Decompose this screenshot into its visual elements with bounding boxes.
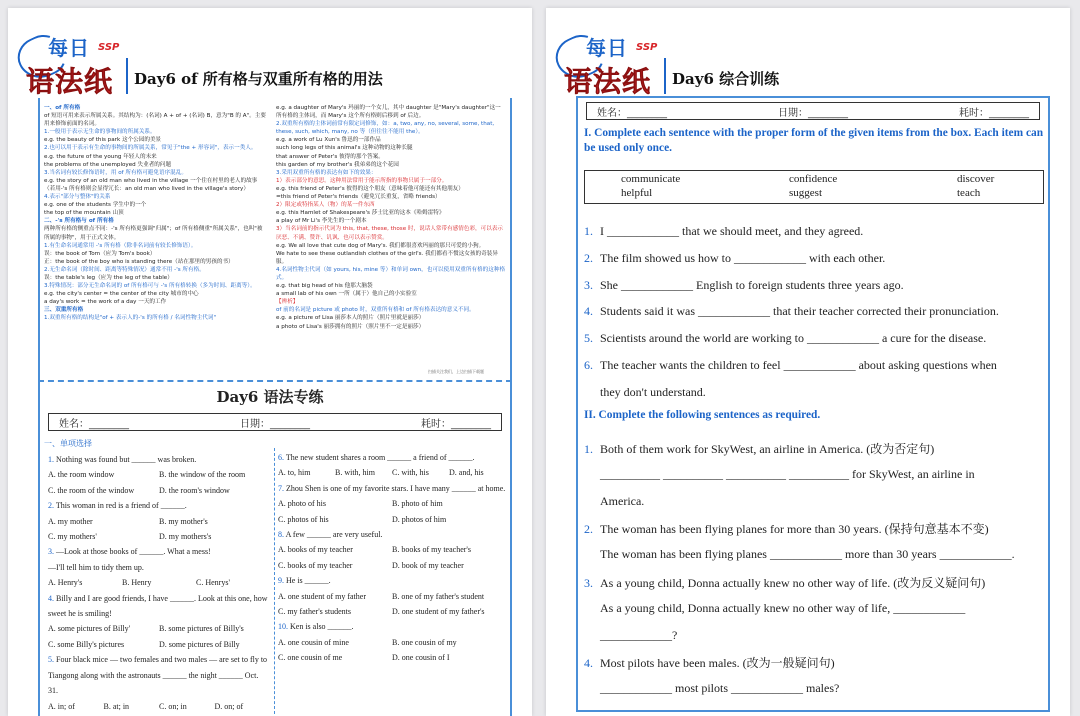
answer-option[interactable]: B. my mother's bbox=[159, 516, 208, 526]
answer-option[interactable]: A. one student of my father bbox=[278, 591, 366, 601]
note-line: 3.特殊情况：部分无生命名词的 of 所有格可与 -'s 所有格转换（多为时间、距离等）。 bbox=[44, 283, 256, 290]
sentence-item: ____________? bbox=[600, 627, 678, 642]
question-number: 7. bbox=[278, 483, 286, 493]
logo-small-text: 每日 bbox=[586, 36, 628, 60]
note-line: 三、双重所有格 bbox=[44, 307, 84, 314]
question-stem: 9. He is ______. bbox=[278, 576, 331, 586]
note-line: a day's work = the work of a day 一天的工作 bbox=[44, 299, 167, 306]
answer-options bbox=[48, 575, 270, 590]
answer-options bbox=[48, 699, 270, 714]
name-date-bar bbox=[48, 413, 502, 431]
sentence-item: 3. As a young child, Donna actually knew no other way of life. (改为反义疑问句) bbox=[584, 576, 986, 590]
note-line: 1.一般用于表示无生命的事物间的所属关系。 bbox=[44, 129, 156, 136]
note-line: e.g. the city's center = the center of the city 城市的中心 bbox=[44, 291, 199, 298]
answer-options bbox=[278, 542, 506, 557]
answer-option[interactable]: C. some Billy's pictures bbox=[48, 639, 125, 649]
answer-option[interactable]: A. to, him bbox=[278, 468, 311, 478]
sentence-item: 2. The film showed us how to ____________ with each other. bbox=[584, 250, 886, 265]
note-line: 误：the book of Tom（应为 Tom's book） bbox=[44, 250, 156, 257]
item-number: 5. bbox=[584, 331, 593, 346]
note-line: 2.也可以用于表示有生命的事物间的所属关系，常见于"the + 形容词"，表示一类人。 bbox=[44, 145, 257, 152]
note-line: e.g. a work of Lu Xun's 鲁迅的一部作品 bbox=[276, 137, 381, 144]
question-stem: 4. Billy and I are good friends, I have ______. Look at this one, how sweet he is smiling! bbox=[48, 593, 268, 619]
answer-option[interactable]: D. my mothers's bbox=[159, 532, 212, 542]
item-number: 4. bbox=[584, 304, 593, 319]
note-line: e.g. the beauty of this park 这个公园的美景 bbox=[44, 137, 162, 144]
date-field[interactable]: 日期：________ bbox=[778, 107, 848, 119]
question-stem: 2. This woman in red is a friend of ______. bbox=[48, 501, 187, 511]
answer-options bbox=[48, 467, 270, 482]
logo-brand: SSP bbox=[98, 42, 120, 53]
answer-options bbox=[48, 621, 270, 636]
note-line: that answer of Peter's 彼得的那个答案。 bbox=[276, 153, 384, 160]
answer-option[interactable]: D. and, his bbox=[449, 468, 484, 478]
question-number: 9. bbox=[278, 576, 286, 586]
answer-option[interactable]: D. the room's window bbox=[159, 485, 230, 495]
note-line: We hate to see these outlandish clothes of the girl's. 我们都看不惯这女孩的奇装异服。 bbox=[276, 250, 498, 265]
note-line: e.g. one of the students 学生中的一个 bbox=[44, 202, 147, 209]
daily-grammar-logo bbox=[18, 30, 133, 108]
answer-options bbox=[278, 589, 506, 604]
answer-option[interactable]: A. some pictures of Billy' bbox=[48, 624, 131, 634]
word-item: confidence bbox=[789, 173, 838, 185]
item-number: 3. bbox=[584, 277, 593, 292]
answer-option[interactable]: D. one student of my father's bbox=[392, 607, 485, 617]
item-number: 4. bbox=[584, 656, 593, 671]
answer-options bbox=[278, 635, 506, 650]
logo-big-text: 语法纸 bbox=[564, 65, 652, 98]
note-line: e.g. We all love that cute dog of Mary's. 我们都很喜欢玛丽的那只可爱的小狗。 bbox=[276, 242, 485, 249]
word-item: teach bbox=[957, 187, 981, 199]
note-line: 4.名词性物主代词（如 yours, his, mine 等）和单词 own，也可以使用双重所有格的这种格式。 bbox=[276, 266, 506, 281]
logo-small-text: 每日 bbox=[48, 36, 90, 60]
sentence-item: 5. Scientists around the world are working to ____________ a cure for the disease. bbox=[584, 331, 987, 346]
item-number: 6. bbox=[584, 358, 593, 372]
page-title: Day6 综合训练 bbox=[672, 70, 780, 88]
note-line: the top of the mountain 山顶 bbox=[44, 210, 124, 217]
item-number: 1. bbox=[584, 442, 593, 456]
answer-option[interactable]: A. photo of his bbox=[278, 499, 326, 509]
answer-options bbox=[48, 637, 270, 652]
sentence-item: 3. She ____________ English to foreign students three years ago. bbox=[584, 277, 904, 292]
note-line: e.g. that big head of his 他那大脑袋 bbox=[276, 283, 373, 290]
item-number: 1. bbox=[584, 224, 593, 238]
answer-option[interactable]: C. photos of his bbox=[278, 514, 329, 524]
sentence-item: 1. I ____________ that we should meet, and they agreed. bbox=[584, 224, 864, 238]
note-line: 2）限定或特指某人（物）的某一件东西 bbox=[276, 202, 375, 209]
note-line: 正：the book of the boy who is standing there（站在那里的男孩的书） bbox=[44, 258, 234, 265]
note-line: 误：the table's leg（应为 the leg of the table） bbox=[44, 274, 173, 281]
note-line: 【辨析】 bbox=[276, 299, 299, 306]
note-line: e.g. this Hamlet of Shakespeare's 莎士比亚的这本《哈姆雷特》 bbox=[276, 210, 445, 217]
word-item: discover bbox=[957, 173, 995, 185]
note-line: 1.有生命名词通常用 -'s 所有格（除非名词前有较长修饰语）。 bbox=[44, 242, 197, 249]
item-number: 3. bbox=[584, 576, 593, 590]
answer-option[interactable]: C. books of my teacher bbox=[278, 560, 353, 570]
note-line: 二、-'s 所有格与 of 所有格 bbox=[44, 218, 114, 225]
title-divider bbox=[664, 58, 666, 94]
question-number: 2. bbox=[48, 501, 56, 511]
answer-option[interactable]: C. on; in bbox=[159, 701, 187, 711]
name-date-bar bbox=[586, 102, 1040, 120]
note-line: e.g. a daughter of Mary's 玛丽的一个女儿，其中 daughter 是"Mary's daughter"这一所有格的主体词，而 Mary's 这个所有格则后移到 of 后边。 bbox=[276, 105, 501, 120]
page-title: Day6 of 所有格与双重所有格的用法 bbox=[134, 70, 383, 88]
note-line: 2.双重所有格的主体词前常有限定词修饰，如：a, two, any, no, several, some, that, these, such, which, many, no 等（但往往不能用 the）。 bbox=[276, 121, 495, 136]
question-number: 10. bbox=[278, 622, 290, 632]
answer-options bbox=[278, 465, 506, 480]
question-stem-line: —I'll tell him to tidy them up. bbox=[48, 562, 144, 572]
answer-option[interactable]: B. with, him bbox=[335, 468, 376, 478]
note-line: of 前的名词是 picture 或 photo 时，双重所有格和 of 所有格表达的意义不同。 bbox=[276, 307, 475, 314]
note-line: 3.当名词有较长修饰语时，用 of 所有格可避免语序混乱。 bbox=[44, 169, 187, 176]
section-label-single-choice: 一、单项选择 bbox=[44, 439, 92, 448]
title-divider bbox=[126, 58, 128, 94]
question-stem: 7. Zhou Shen is one of my favorite stars. I have many ______ at home. bbox=[278, 483, 506, 493]
answer-options bbox=[48, 529, 270, 544]
question-number: 8. bbox=[278, 530, 286, 540]
answer-option[interactable]: A. the room window bbox=[48, 470, 115, 480]
note-line: a photo of Lisa's 丽莎拥有的照片（照片里不一定是丽莎） bbox=[276, 323, 425, 330]
answer-option[interactable]: C. my father's students bbox=[278, 607, 351, 617]
note-line: e.g. a picture of Lisa 丽莎本人的照片（照片里就是丽莎） bbox=[276, 315, 425, 322]
item-number: 2. bbox=[584, 522, 593, 537]
answer-option[interactable]: C. the room of the window bbox=[48, 485, 135, 495]
note-line: 4.表示"部分与整体"的关系 bbox=[44, 194, 111, 201]
sentence-item: As a young child, Donna actually knew no other way of life, ____________ bbox=[600, 600, 966, 615]
name-field[interactable]: 姓名：________ bbox=[59, 418, 129, 430]
note-line: 3.采用双重所有格的表达有如下的效果： bbox=[276, 169, 377, 176]
answer-option[interactable]: A. Henry's bbox=[48, 578, 83, 588]
answer-option[interactable]: C. Henrys' bbox=[196, 578, 230, 588]
answer-option[interactable]: B. one cousin of my bbox=[392, 637, 457, 647]
word-item: helpful bbox=[621, 187, 653, 199]
sentence-item: The woman has been flying planes ____________ more than 30 years ____________. bbox=[600, 547, 1015, 562]
answer-options bbox=[48, 514, 270, 529]
sentence-item: 2. The woman has been flying planes for more than 30 years. (保持句意基本不变) bbox=[584, 522, 989, 537]
question-stem: 3. —Look at those books of ______. What a mess! bbox=[48, 547, 211, 557]
note-line: 两种所有格的侧重点不同：-'s 所有格更强调"归属"；of 所有格侧重"所属关系"，也叫"被所属的事物"，用于正式文体。 bbox=[44, 226, 263, 241]
time-field[interactable]: 耗时：________ bbox=[959, 107, 1029, 119]
note-line: 2.无生命名词（除时间、距离等特殊情况）通常不用 -'s 所有格。 bbox=[44, 266, 205, 273]
answer-option[interactable]: D. some pictures of Billy bbox=[159, 639, 240, 649]
word-item: communicate bbox=[621, 173, 681, 185]
logo-big-text: 语法纸 bbox=[26, 65, 114, 98]
notes-column-left bbox=[44, 104, 266, 323]
note-line: a play of Mr Li's 李先生的一个剧本 bbox=[276, 218, 367, 225]
answer-option[interactable]: A. in; of bbox=[48, 701, 75, 711]
answer-option[interactable]: C. one cousin of me bbox=[278, 653, 343, 663]
column-divider bbox=[274, 448, 275, 714]
answer-option[interactable]: B. books of my teacher's bbox=[392, 545, 471, 555]
time-field[interactable]: 耗时：________ bbox=[421, 418, 491, 430]
sentence-item: 6. The teacher wants the children to feel ____________ about asking questions when bbox=[584, 358, 997, 372]
word-box bbox=[584, 170, 1044, 204]
answer-option[interactable]: B. the window of the room bbox=[159, 470, 246, 480]
question-stem: 5. Four black mice — two females and two males — are set to fly to Tiangong along with the astronauts ______ the night ______ Oct. 31. bbox=[48, 655, 268, 696]
word-item: suggest bbox=[789, 187, 822, 199]
left-worksheet bbox=[8, 8, 532, 716]
name-field[interactable]: 姓名：________ bbox=[597, 107, 667, 119]
sentence-item: ____________ most pilots ____________ males? bbox=[600, 681, 840, 696]
instruction-part-1: I. Complete each sentence with the proper form of the given items from the box. Each item can be used only once. bbox=[584, 127, 1044, 154]
note-line: 一、of 所有格 bbox=[44, 105, 81, 111]
answer-options bbox=[278, 512, 506, 527]
logo-brand: SSP bbox=[636, 42, 658, 53]
note-line: such long legs of this animal's 这种动物的这种长腿 bbox=[276, 145, 413, 152]
date-field[interactable]: 日期：________ bbox=[240, 418, 310, 430]
answer-option[interactable]: D. on; of bbox=[214, 701, 244, 711]
item-number: 2. bbox=[584, 250, 593, 265]
answer-options bbox=[278, 650, 506, 665]
questions-column-right bbox=[278, 450, 506, 666]
question-stem: 1. Nothing was found but ______ was broken. bbox=[48, 455, 197, 464]
question-number: 3. bbox=[48, 547, 56, 557]
note-line: e.g. this friend of Peter's 彼得的这个朋友（意味着他可能还有其他朋友） bbox=[276, 185, 464, 192]
answer-option[interactable]: B. Henry bbox=[122, 578, 152, 588]
sentence-item: __________ __________ __________ __________ for SkyWest, an airline in bbox=[600, 466, 975, 481]
note-line: e.g. the future of the young 年轻人的未来 bbox=[44, 153, 157, 160]
answer-option[interactable]: A. books of my teacher bbox=[278, 545, 353, 555]
answer-options bbox=[278, 496, 506, 511]
notes-column-right bbox=[276, 104, 506, 331]
note-line: the problems of the unemployed 失业者的问题 bbox=[44, 161, 172, 168]
answer-option[interactable]: B. one of my father's student bbox=[392, 591, 485, 601]
question-number: 5. bbox=[48, 655, 56, 665]
note-line: this garden of my brother's 我弟弟的这个花园 bbox=[276, 161, 399, 168]
answer-options bbox=[48, 483, 270, 498]
answer-option[interactable]: D. one cousin of I bbox=[392, 653, 450, 663]
question-stem: 6. The new student shares a room ______ a friend of ______. bbox=[278, 453, 475, 462]
answer-option[interactable]: D. photos of him bbox=[392, 514, 447, 524]
note-line: e.g. the story of an old man who lived in the village 一个住在村里的老人的故事（若用-'s 所有格则会显得冗长：an old man who lived in the village's story） bbox=[44, 177, 258, 192]
note-line: a small lab of his own 一所（属于）他自己的小实验室 bbox=[276, 291, 417, 298]
note-line: 3）当名词前的指示代词为 this, that, these, those 时，说话人常带有感情色彩，可以表示厌恶、不满、赞许、讥讽、也可以表示赞赏。 bbox=[276, 226, 504, 241]
note-line: 1.双重所有格的结构是"of + 表示人的-'s 的所有格 / 名词性物主代词" bbox=[44, 315, 217, 322]
answer-option[interactable]: B. some pictures of Billy's bbox=[159, 624, 244, 634]
answer-options bbox=[278, 604, 506, 619]
answer-options bbox=[278, 558, 506, 573]
question-number: 6. bbox=[278, 453, 286, 462]
note-line: =this friend of Peter's friends（避免冗长重复，省略 friends） bbox=[276, 194, 441, 201]
footer-note: 扫描关注我们，上边扫描下载题 bbox=[428, 369, 484, 374]
sentence-item: America. bbox=[600, 493, 645, 508]
answer-option[interactable]: C. with, his bbox=[392, 468, 429, 478]
right-worksheet bbox=[546, 8, 1070, 716]
questions-column-left bbox=[48, 452, 270, 714]
question-number: 4. bbox=[48, 593, 56, 603]
instruction-part-2: II. Complete the following sentences as required. bbox=[584, 409, 821, 421]
answer-option[interactable]: B. photo of him bbox=[392, 499, 443, 509]
question-stem: 10. Ken is also ______. bbox=[278, 622, 354, 632]
answer-option[interactable]: B. at; in bbox=[103, 701, 130, 711]
answer-option[interactable]: D. book of my teacher bbox=[392, 560, 464, 570]
answer-option[interactable]: A. one cousin of mine bbox=[278, 637, 349, 647]
note-line: of 短语可用来表示所属关系。其结构为：(名词) A + of + (名词) B，意为"B 的 A"。主要用来修饰前面的名词。 bbox=[44, 113, 266, 128]
question-stem: 8. A few ______ are very useful. bbox=[278, 530, 383, 540]
sentence-item: they don't understand. bbox=[600, 384, 706, 399]
answer-option[interactable]: A. my mother bbox=[48, 516, 93, 526]
exercise-title: Day6 语法专练 bbox=[216, 388, 324, 406]
note-line: 1）表示部分的意思。这种用法常用于能示所指的事物只属于一部分。 bbox=[276, 177, 448, 184]
sentence-item: 4. Most pilots have been males. (改为一般疑问句) bbox=[584, 656, 835, 671]
sentence-item: 4. Students said it was ____________ that their teacher corrected their pronunciation. bbox=[584, 304, 999, 319]
answer-option[interactable]: C. my mothers' bbox=[48, 532, 97, 542]
question-number: 1. bbox=[48, 455, 56, 464]
sentence-item: 1. Both of them work for SkyWest, an airline in America. (改为否定句) bbox=[584, 442, 935, 456]
